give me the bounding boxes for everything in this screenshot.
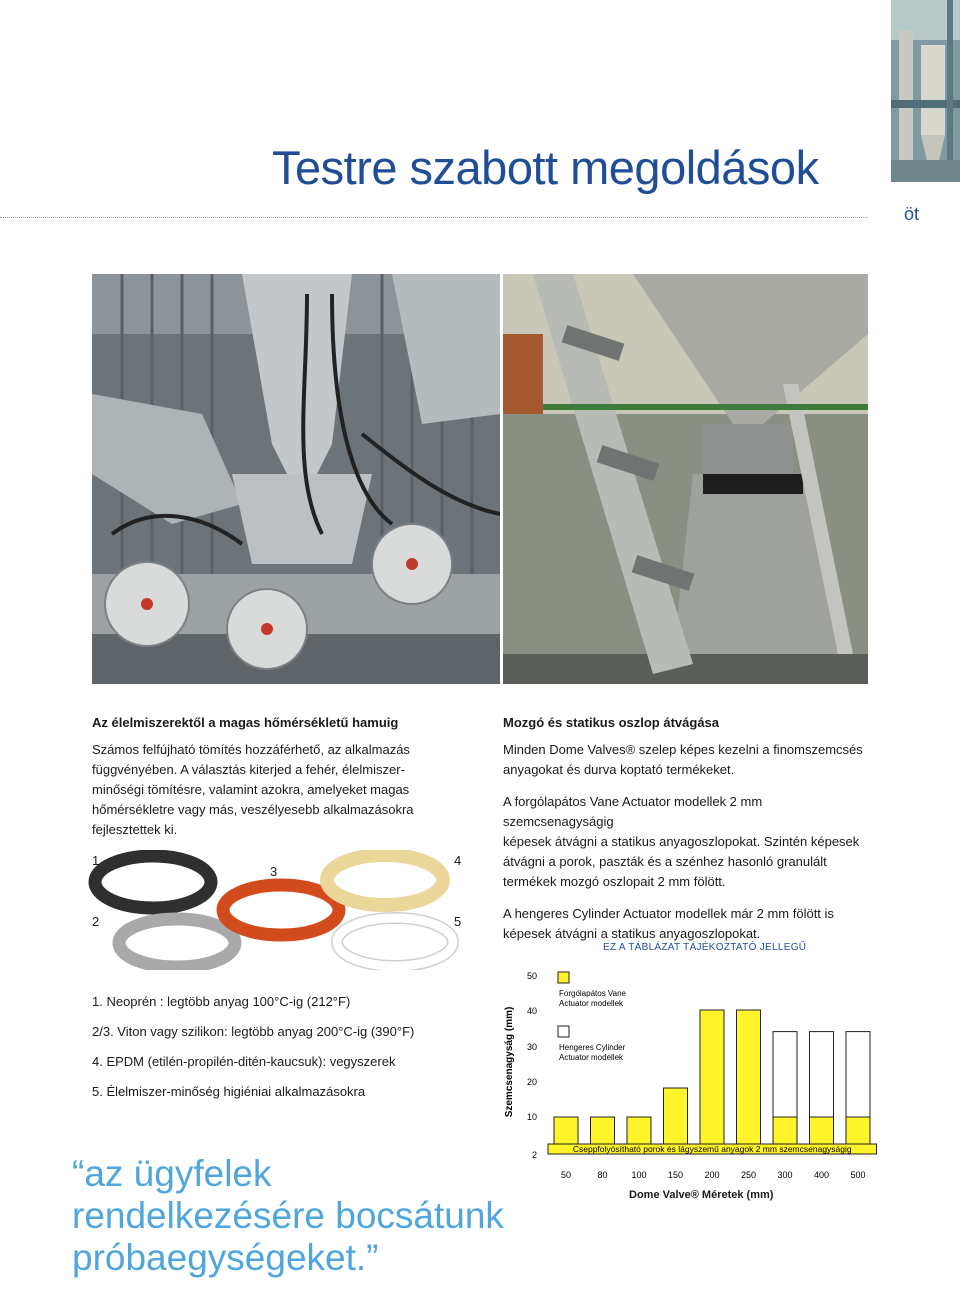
legend-item-3: 4. EPDM (etilén-propilén-ditén-kaucsuk): vegyszerek: [92, 1054, 396, 1069]
y-tick-label: 2: [531, 1150, 537, 1160]
legend-item-1: 1. Neoprén : legtöbb anyag 100°C-ig (212°F): [92, 994, 351, 1009]
food-grade-section: [92, 715, 422, 840]
p3-line-1: A hengeres Cylinder Actuator modellek már 2 mm fölött is: [503, 906, 834, 921]
legend-vane-line-2: Actuator modellek: [559, 999, 624, 1008]
x-tick-label: 250: [740, 1170, 757, 1180]
x-tick-label: 80: [597, 1170, 608, 1180]
band-label: Cseppfolyósítható porok és lágyszemű anyagok 2 mm szemcsenagyságig: [572, 1144, 852, 1154]
page-title: Testre szabott megoldások: [272, 141, 819, 194]
ring-label-5: 5: [454, 914, 462, 929]
intro-line-4: hőmérsékletre vagy más, veszélyesebb alkalmazásokra: [92, 802, 414, 817]
corner-photo: [891, 0, 960, 182]
quote-line-2: rendelkezésére bocsátunk: [72, 1195, 504, 1236]
x-tick-label: 200: [704, 1170, 720, 1180]
pull-quote: [72, 1153, 532, 1279]
p2-line-3: átvágni a porok, paszták és a szénhez hasonló granulált: [503, 854, 827, 869]
column-cutting-section: [503, 715, 873, 944]
chart-x-axis-label: Dome Valve® Méretek (mm): [629, 1189, 774, 1201]
legend-cyl-line-1: Hengeres Cylinder: [559, 1043, 626, 1052]
intro-line-1: Számos felfújható tömítés hozzáférhető, az alkalmazás: [92, 742, 410, 757]
seal-rings-illustration: [85, 850, 475, 970]
ring-label-1: 1: [92, 853, 100, 868]
x-tick-label: 50: [560, 1170, 572, 1180]
ring-viton: [223, 885, 339, 935]
p2-line-2: képesek átvágni a statikus anyagoszlopokat. Szintén képesek: [503, 834, 860, 849]
quote-line-3: próbaegységeket.”: [72, 1237, 379, 1278]
y-tick-label: 10: [526, 1112, 537, 1122]
p1-line-1: Minden Dome Valves® szelep képes kezelni a finomszemcsés: [503, 742, 863, 757]
y-tick-label: 40: [526, 1006, 537, 1016]
chart-note: EZ A TÁBLÁZAT TÁJÉKOZTATÓ JELLEGŰ: [603, 942, 807, 953]
p3-line-2: képesek átvágni a statikus anyagoszlopokat.: [503, 926, 761, 941]
legend-item-2: 2/3. Viton vagy szilikon: legtöbb anyag 200°C-ig (390°F): [92, 1024, 415, 1039]
legend-swatch-cylinder: [558, 1026, 569, 1037]
intro-line-5: fejlesztettek ki.: [92, 822, 178, 837]
ring-label-3: 3: [270, 864, 278, 879]
seal-legend: [92, 992, 472, 1112]
intro-line-3: minőségi tömítésre, valamint azokra, amelyeket magas: [92, 782, 410, 797]
photo-hopper-valve: [503, 274, 868, 684]
x-tick-label: 100: [631, 1170, 647, 1180]
x-tick-label: 150: [667, 1170, 684, 1180]
x-tick-label: 400: [813, 1170, 830, 1180]
bar-vane: [737, 1010, 761, 1154]
legend-vane-line-1: Forgólapátos Vane: [559, 989, 627, 998]
y-tick-label: 50: [526, 971, 537, 981]
p2-line-4: termékek mozgó oszlopait 2 mm fölött.: [503, 874, 726, 889]
bar-vane: [700, 1010, 724, 1154]
header-divider: [0, 217, 868, 218]
ring-epdm: [327, 855, 443, 905]
ring-label-2: 2: [92, 914, 100, 929]
intro-line-2: függvényében. A választás kiterjed a fehér, élelmiszer-: [92, 762, 405, 777]
photo-industrial-ducts: [92, 274, 500, 684]
y-tick-label: 20: [526, 1077, 537, 1087]
section-heading: Mozgó és statikus oszlop átvágása: [503, 715, 720, 730]
page-number: öt: [904, 204, 920, 224]
y-tick-label: 30: [526, 1042, 537, 1052]
section-heading: Az élelmiszerektől a magas hőmérsékletű hamuig: [92, 715, 399, 730]
x-tick-label: 500: [850, 1170, 866, 1180]
p1-line-2: anyagokat és durva koptató termékeket.: [503, 762, 735, 777]
ring-label-4: 4: [454, 853, 462, 868]
legend-swatch-vane: [558, 972, 569, 983]
quote-line-1: “az ügyfelek: [72, 1153, 272, 1194]
p2-line-1: A forgólapátos Vane Actuator modellek 2 mm szemcsenagyságig: [503, 794, 763, 829]
y-axis-label: Szemcsenagyság (mm): [504, 1006, 515, 1118]
ring-silicone: [119, 919, 235, 967]
particle-size-chart: [490, 962, 890, 1212]
ring-neoprene: [95, 856, 211, 908]
x-tick-label: 300: [777, 1170, 793, 1180]
legend-item-4: 5. Élelmiszer-minőség higiéniai alkalmazásokra: [92, 1084, 366, 1099]
legend-cyl-line-2: Actuator modellek: [559, 1053, 624, 1062]
